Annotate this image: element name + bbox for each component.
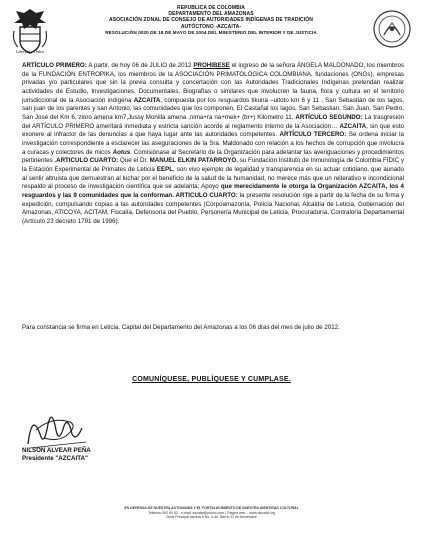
header-line: DEPARTAMENTO DEL AMAZONAS <box>168 11 254 18</box>
header-resolution-line: RESOLUCIÓN 0020 DE 18 DE MAYO DE 2004 DEL MINISTERIO DEL INTERIOR Y DE JUSTICIA <box>105 29 317 35</box>
person-name: MANUEL ELKIN PATARROYO <box>149 157 237 165</box>
header-line: ASOCIACIÓN ZONAL DE CONSEJO DE AUTORIDADES INDÍGENAS DE TRADICIÓN <box>109 17 313 24</box>
signatory-name: NILSON ALVEAR PEÑA <box>22 447 91 454</box>
footer-motto: EN DEFENSA DE NUESTRA AUTONOMÍA Y EL FORTALECIMIENTO DE NUESTRA IDENTIDAD CULTURAL <box>124 506 299 510</box>
header-line: AUTÓCTONO -AZCAITA- <box>180 23 242 30</box>
article-label: .ARTICULO CUARTO: <box>54 157 119 165</box>
organization-name: AZCAITA <box>133 96 161 104</box>
footer-address: Sede Principal carrera 5 No. 9-40. Barrio 11 de Noviembre <box>166 515 257 520</box>
signatory-block <box>22 447 91 463</box>
organization-name: AZCAITA <box>339 122 367 130</box>
support-statement: que merecidamente le otorga la Organización AZCAITA, los 4 resguardos y las 9 comunidades que la conforman. <box>22 183 404 199</box>
closing-statement: Para constancia se firma en Leticia, Capital del Departamento del Amazonas a los 06 días del mes de julio de 2012. <box>22 324 340 331</box>
page-footer <box>0 506 423 520</box>
resolution-body: ARTÍCULO PRIMERO: A partir, de hoy 06 de JULIO de 2012 PROHIBESE el ingreso de la señora ÁNGELA MALDONADO, los miembros de la FUNDACIÓN ENTROPIKA, los miembros de la ASOCIACIÓN PRIMATOLÓGICA COLOMBIANA, fundaciones (ONGs), empresas privadas y/o particulares que sin la previa consulta y concertación con las Autoridades Tradicionales Indígenas pretendan realizar actividades de Estudio, Investigaciones, Documentales, Biografías o similares que involucren la fauna, flora y cultura en el territorio jurisdiccional de la Asociación indígena AZCAITA, compuesta por los resguardos tikuna –uitoto km 6 y 11 , San Sebastián de los lagos, san juan de los parentes y san Antonio, las comunidades que los componen, El Castañal los lagos, San Sebastian, San Juan, San Pedro, San José del Km 6, zioro amena km7,Jussy Monilla amena ,nima+ra na+mek+ (br+) Kilometro 11. ARTÍCULO SEGUNDO: La trasgresión del ARTÍCULO PRIMERO ameritará inmediata y estricta sanción acorde al reglamento interno de la Asociación… AZCAITA, sin que esto exonere al infractor de las denuncias a que haya lugar ante las autoridades competentes. ARTÍCULO TERCERO: Se ordena iniciar la investigación correspondiente a esclarecer las aseguraciones de la Sra. Maldonado con relación a los hechos de corrupción que involucra a curacas y colectores de micos Aotus. Comisiónase al Secretario de la Organización para adelantar las averiguaciones y procedimientos pertinentes .ARTICULO CUARTO: Que el Dr. MANUEL ELKIN PATARROYO, su Fundación Instituto de Inmunología de Colombia FIDIC y la Estación Experimental de Primates de Leticia EEPL, son vivo ejemplo de legalidad y transparencia en su actuar cotidiano, que aunado al senlir altruista que demuestran al luchar por el beneficio de la salud de la humanidad, no merece más que un reiterativo e incondicional respaldo al proceso de investigación científica que se adelanta; Apoyo que merecidamente le otorga la Organización AZCAITA, los 4 resguardos y las 9 comunidades que la conforman. ARTICULO CUARTO: la presente resolución rige a partir de la fecha de su firma y expedición, compulsando copias a las autoridades competentes (Corpoamazonía, Policía Nacional, Alcaldía de Leticia, Gobernación del Amazonas, ATICOYA, ACITAM, Fiscalía, Defensoría del Pueblo, Personería Municipal de Leticia, Procuraduría, Contraloría Departamental (Artículo 23 decreto 1791 de 1996). <box>22 62 405 225</box>
article-label: ARTÍCULO PRIMERO: <box>22 62 87 69</box>
organization-seal-icon <box>372 9 412 49</box>
header-line: REPUBLICA DE COLOMBIA <box>176 5 246 11</box>
article-label: ARTÍCULO TERCERO: <box>279 131 347 139</box>
institution-acronym: EEPL <box>156 165 174 173</box>
letterhead <box>0 5 423 55</box>
signatory-title: Presidente "AZCAITA" <box>22 455 88 462</box>
letterhead-text <box>52 5 370 36</box>
species-name: Aotus <box>112 148 131 156</box>
prohibition-keyword: PROHIBESE <box>193 62 230 69</box>
article-label: ARTICULO CUARTO: <box>173 191 238 199</box>
coat-of-arms-motto: Libertad y Orden <box>16 49 44 54</box>
resolution-slogan: COMUNÍQUESE, PUBLÍQUESE Y CUMPLASE. <box>132 376 291 383</box>
coat-of-arms-icon <box>10 7 50 55</box>
article-label: ARTÍCULO SEGUNDO: <box>295 113 363 121</box>
footer-contact: Teléfono 592 69 52 - e-mail: azcaita@yahoo.com / Página web – www.azcaita.org <box>148 510 275 515</box>
